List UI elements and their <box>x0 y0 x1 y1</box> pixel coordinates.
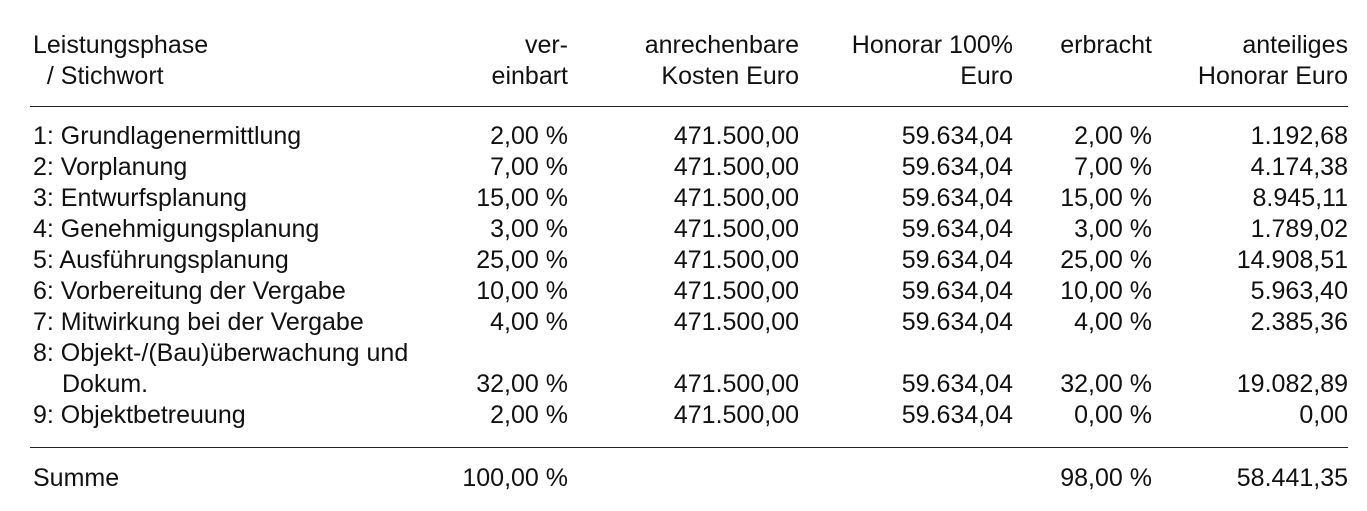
row-done: 2,00 % <box>1074 122 1152 150</box>
header-costs-line2: Kosten Euro <box>661 62 799 90</box>
row-agreed: 7,00 % <box>490 153 568 181</box>
header-agreed-line2: einbart <box>491 62 568 90</box>
row-partial: 5.963,40 <box>1250 277 1348 305</box>
row-phase: 6: Vorbereitung der Vergabe <box>33 277 346 305</box>
row-phase: 8: Objekt-/(Bau)überwachung und <box>33 339 409 367</box>
row-done: 7,00 % <box>1074 153 1152 181</box>
row-fee100: 59.634,04 <box>901 122 1013 150</box>
row-fee100: 59.634,04 <box>901 370 1013 398</box>
row-fee100: 59.634,04 <box>901 246 1013 274</box>
header-fee100-line1: Honorar 100% <box>851 31 1013 59</box>
row-agreed: 25,00 % <box>476 246 568 274</box>
row-fee100: 59.634,04 <box>901 215 1013 243</box>
header-partial-line2: Honorar Euro <box>1197 62 1348 90</box>
total-agreed: 100,00 % <box>462 464 568 492</box>
row-agreed: 2,00 % <box>490 122 568 150</box>
row-phase: 3: Entwurfsplanung <box>33 184 248 212</box>
row-done: 4,00 % <box>1074 308 1152 336</box>
header-partial <box>1170 30 1348 92</box>
header-fee100-line2: Euro <box>960 62 1013 90</box>
header-agreed-line1: ver- <box>524 31 568 59</box>
row-done: 0,00 % <box>1074 401 1152 429</box>
row-partial: 1.192,68 <box>1250 122 1348 150</box>
row-costs: 471.500,00 <box>673 122 799 150</box>
row-done: 3,00 % <box>1074 215 1152 243</box>
row-costs: 471.500,00 <box>673 401 799 429</box>
row-costs: 471.500,00 <box>673 184 799 212</box>
header-costs-line1: anrechenbare <box>644 31 799 59</box>
row-phase: 7: Mitwirkung bei der Vergabe <box>33 308 364 336</box>
row-partial: 19.082,89 <box>1236 370 1348 398</box>
header-agreed <box>420 30 568 92</box>
total-label: Summe <box>33 464 120 492</box>
row-partial: 1.789,02 <box>1250 215 1348 243</box>
total-done: 98,00 % <box>1060 464 1152 492</box>
row-phase: 4: Genehmigungsplanung <box>33 215 320 243</box>
header-done <box>1030 30 1152 61</box>
row-costs: 471.500,00 <box>673 153 799 181</box>
row-partial: 2.385,36 <box>1250 308 1348 336</box>
row-agreed: 3,00 % <box>490 215 568 243</box>
row-costs: 471.500,00 <box>673 277 799 305</box>
row-fee100: 59.634,04 <box>901 308 1013 336</box>
row-agreed: 10,00 % <box>476 277 568 305</box>
row-costs: 471.500,00 <box>673 246 799 274</box>
header-phase-line2: / Stichwort <box>33 62 164 90</box>
row-costs: 471.500,00 <box>673 308 799 336</box>
row-costs: 471.500,00 <box>673 370 799 398</box>
header-phase-line1: Leistungsphase <box>33 31 209 59</box>
total-divider <box>30 447 1348 448</box>
row-phase-continuation: Dokum. <box>62 370 149 398</box>
row-phase: 9: Objektbetreuung <box>33 401 246 429</box>
row-fee100: 59.634,04 <box>901 184 1013 212</box>
header-divider <box>30 106 1348 107</box>
header-partial-line1: anteiliges <box>1242 31 1348 59</box>
row-partial: 0,00 <box>1299 401 1348 429</box>
row-fee100: 59.634,04 <box>901 277 1013 305</box>
row-agreed: 2,00 % <box>490 401 568 429</box>
row-phase: 2: Vorplanung <box>33 153 188 181</box>
row-phase: 1: Grundlagenermittlung <box>33 122 302 150</box>
row-done: 32,00 % <box>1060 370 1152 398</box>
header-fee100 <box>812 30 1013 92</box>
row-done: 15,00 % <box>1060 184 1152 212</box>
row-agreed: 4,00 % <box>490 308 568 336</box>
row-partial: 4.174,38 <box>1250 153 1348 181</box>
total-partial: 58.441,35 <box>1236 464 1348 492</box>
row-fee100: 59.634,04 <box>901 153 1013 181</box>
header-phase <box>33 30 473 92</box>
row-phase: 5: Ausführungsplanung <box>33 246 289 274</box>
header-costs <box>600 30 799 92</box>
row-agreed: 32,00 % <box>476 370 568 398</box>
row-costs: 471.500,00 <box>673 215 799 243</box>
row-partial: 14.908,51 <box>1236 246 1348 274</box>
row-done: 10,00 % <box>1060 277 1152 305</box>
row-fee100: 59.634,04 <box>901 401 1013 429</box>
row-agreed: 15,00 % <box>476 184 568 212</box>
row-partial: 8.945,11 <box>1252 184 1348 212</box>
row-done: 25,00 % <box>1060 246 1152 274</box>
header-done-line1: erbracht <box>1060 31 1152 59</box>
